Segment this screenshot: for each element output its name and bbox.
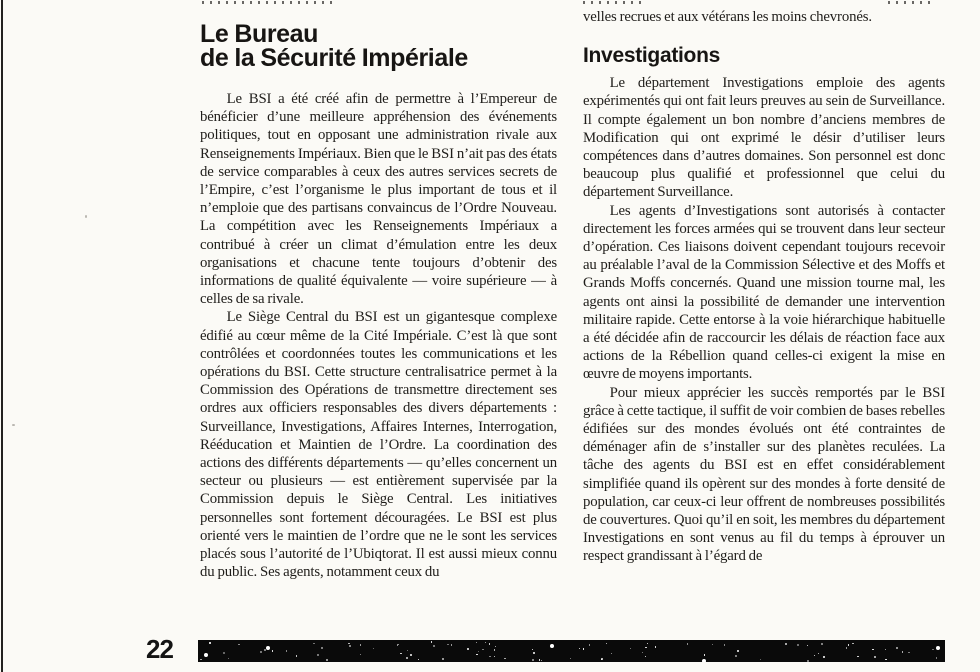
star-dot [807,645,808,646]
star-dot [704,654,705,655]
page-number: 22 [146,634,173,664]
star-dot [647,643,648,644]
star-dot [550,644,554,648]
star-dot [266,646,270,650]
star-dot [702,659,706,662]
star-dot [896,647,898,649]
body-paragraph: Pour mieux apprécier les succès remportés par le BSI grâce à cette tactique, il suffit de voir combien de bases rebelles édifiées sur des mondes évolués ont été contraintes de déménager afin de s’installer sur des planètes reculées. La tâche des agents du BSI est en effet considérablement simplifiée quand ils opèrent sur des mondes à forte densité de population, car ceux-ci leur offrent de nombreuses possibilités de couvertures. Quoi qu’il en soit, les membres du département Investigations en sont venus au fil du temps à éprouver un respect grandissant à l’égard de [583,384,945,565]
star-dot [606,643,607,644]
body-paragraph: Le Siège Central du BSI est un gigantesque complexe édifié au cœur même de la Cité Impériale. C’est là que sont contrôlées et coordonnées toutes les communications et les opérations du BSI. Cette structure centralisatrice permet à la Commission des Opérations de transmettre directement ses ordres aux officiers responsables des divers départements : Surveillance, Investigations, Affaires Internes, Interrogation, Rééducation et Maintien de l’Ordre. La coordination des actions des différents départements — qu’elles concernent un secteur ou plusieurs — est entièrement supervisée par la Commission depuis le Siège Central. Les initiatives personnelles sont fortement découragées. Le BSI est plus orienté vers le maintien de l’ordre que ne le sont les services placés sous l’autorité de l’Ubiqtorat. Il est aussi mieux connu du public. Ses agents, notamment ceux du [200,309,557,581]
cropped-glyph-bottoms [888,1,933,4]
cropped-glyph-bottoms [583,1,643,4]
carryover-line: velles recrues et aux vétérans les moins chevronés. [583,9,872,25]
star-dot [228,658,229,659]
star-dot [442,658,444,660]
star-dot [932,649,933,650]
star-dot [264,649,266,651]
star-dot [418,659,419,660]
star-dot [485,642,486,643]
star-dot [821,643,823,645]
star-dot [848,644,849,645]
star-dot [272,650,273,651]
body-paragraph: Le département Investigations emploie des agents expérimentés qui ont fait leurs preuves au sein de Surveillance. Il compte également un bon nombre d’anciens membres de Modification qui ont exprimé le désir d’utiliser leurs compétences dans d’autres domaines. Son personnel est donc beaucoup plus qualifié et professionnel que celui du département Surveillance. [583,75,945,201]
star-dot [397,644,398,645]
star-dot [797,644,799,646]
star-dot [589,644,590,645]
starfield-bar [198,640,945,662]
star-dot [296,655,297,656]
cropped-glyph-bottoms [200,1,336,4]
star-dot [579,648,580,649]
star-dot [642,652,643,653]
star-dot [823,656,824,657]
star-dot [286,650,287,651]
page-title-line1: Le Bureau [200,20,319,48]
star-dot [885,649,886,650]
star-dot [489,656,490,657]
star-dot [645,656,646,657]
star-dot [908,652,909,653]
star-dot [238,644,239,645]
star-dot [936,646,940,650]
star-dot [433,645,435,647]
star-dot [874,656,876,658]
star-dot [504,658,505,659]
star-dot [313,643,314,644]
star-dot [476,654,477,655]
star-dot [476,642,477,643]
star-dot [373,648,374,649]
star-dot [482,649,483,650]
page-title-line2: de la Sécurité Impériale [200,44,468,72]
star-dot [410,654,412,656]
star-dot [447,644,448,645]
star-dot [737,650,738,651]
star-dot [317,654,318,655]
star-dot [872,649,873,650]
star-dot [204,653,208,657]
scan-speck [12,424,15,426]
cropped-text-remnant-left [200,0,557,5]
star-dot [655,646,656,647]
star-dot [467,648,469,650]
star-dot [326,659,328,661]
star-dot [495,646,496,647]
star-dot [349,645,351,647]
star-dot [724,644,725,645]
star-dot [712,644,713,645]
star-dot [687,643,688,644]
star-dot [533,652,534,653]
star-dot [541,660,542,661]
star-dot [735,655,737,657]
star-dot [807,660,809,662]
body-paragraph: Le BSI a été créé afin de permettre à l’Empereur de bénéficier d’une meilleure appréhension des événements politiques, tout en opposant une administration rivale aux Renseignements Impériaux. Bien que le BSI n’ait pas des états de service comparables à ceux des autres services secrets de l’Empire, c’est l’organisme le plus important de tous et il n’emploie que des partisans convaincus de l’Ordre Nouveau. La compétition avec les Renseignements Impériaux a contribué à créer un climat d’émulation entre les deux organisations et chacune tente toujours d’obtenir des informations de qualité équivalente — voire supérieure — à celles de sa rivale. [200,91,557,308]
left-column [200,0,557,581]
cropped-text-remnant-right [583,0,945,5]
page-left-edge-line [1,0,3,672]
star-dot [852,643,853,644]
star-dot [760,659,761,660]
right-column [583,0,945,566]
star-dot [400,653,401,654]
star-dot [818,653,819,654]
star-dot [407,650,408,651]
star-dot [431,641,432,642]
scan-speck [85,215,87,218]
star-dot [489,643,490,644]
star-dot [885,659,886,660]
star-dot [814,655,815,656]
star-dot [846,647,847,648]
star-dot [321,647,322,648]
star-dot [209,642,210,643]
star-dot [406,657,408,659]
page-title [200,22,557,70]
star-dot [494,649,495,650]
star-dot [200,659,201,660]
star-dot [902,651,903,652]
star-dot [360,644,361,645]
section-heading-investigations: Investigations [583,44,720,68]
star-dot [223,652,225,654]
star-dot [539,659,540,660]
star-dot [583,648,584,649]
star-dot [451,644,452,645]
star-dot [260,651,262,653]
star-dot [785,643,787,645]
star-dot [601,658,603,660]
star-dot [611,653,612,654]
star-dot [360,654,361,655]
body-paragraph: Les agents d’Investigations sont autorisés à contacter directement les forces armées qui se trouvent dans leur secteur d’opération. Ces liaisons doivent cependant toujours recevoir au préalable l’aval de la Commission Sélective et des Moffs et Grands Moffs concernés. Quand une mission tourne mal, les agents ont ainsi la possibilité de demander une intervention militaire rapide. Cette entorse à la voie hiérarchique habituelle a été décidée afin de raccourcir les délais de réaction face aux actions de la Rébellion quand celles-ci exigent la mise en œuvre de moyens importants. [583,202,945,383]
star-dot [348,643,349,644]
star-dot [857,656,858,657]
star-dot [645,647,646,648]
star-dot [532,659,534,661]
star-dot [570,658,571,659]
star-dot [494,656,495,657]
star-dot [936,657,937,658]
star-dot [478,651,479,652]
star-dot [532,649,533,650]
star-dot [630,648,631,649]
